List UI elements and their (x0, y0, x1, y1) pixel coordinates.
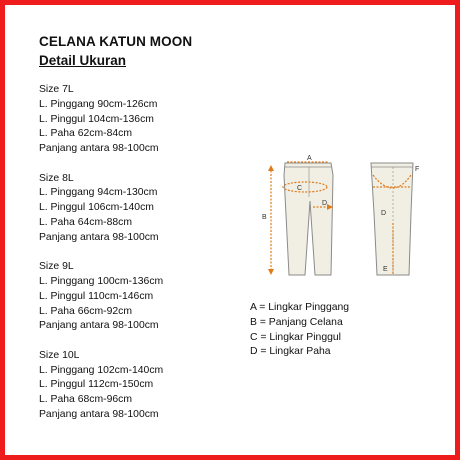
thigh-measure: L. Paha 66cm-92cm (39, 305, 132, 317)
hip-measure: L. Pinggul 106cm-140cm (39, 202, 154, 214)
size-block-10l (39, 349, 163, 423)
waist-measure: L. Pinggang 102cm-140cm (39, 364, 164, 376)
size-name: Size 7L (39, 84, 74, 95)
size-name: Size 10L (39, 349, 80, 361)
product-title: CELANA KATUN MOON (39, 34, 193, 49)
length-measure: Panjang antara 98-100cm (39, 143, 159, 155)
size-name: Size 8L (39, 172, 74, 184)
thigh-measure: L. Paha 62cm-84cm (39, 128, 132, 140)
size-list (39, 83, 163, 437)
size-block-8l (39, 172, 163, 246)
waist-measure: L. Pinggang 94cm-130cm (39, 187, 158, 199)
hip-measure: L. Pinggul 104cm-136cm (39, 113, 154, 125)
pants-measurement-diagram (257, 153, 437, 287)
hip-measure: L. Pinggul 110cm-146cm (39, 290, 154, 302)
legend-thigh: D = Lingkar Paha (250, 346, 331, 358)
thigh-measure: L. Paha 64cm-88cm (39, 216, 132, 228)
size-name: Size 9L (39, 261, 74, 273)
size-detail-heading: Detail Ukuran (39, 53, 127, 68)
label-c: C (297, 185, 303, 192)
thigh-measure: L. Paha 68cm-96cm (39, 394, 132, 406)
label-f: F (415, 166, 420, 173)
length-measure: Panjang antara 98-100cm (39, 408, 159, 420)
label-d: D (322, 200, 328, 207)
legend-hip: C = Lingkar Pinggul (250, 331, 341, 343)
label-b: B (262, 214, 267, 221)
hip-measure: L. Pinggul 112cm-150cm (39, 379, 154, 391)
pants-side-illustration (371, 163, 413, 275)
size-block-9l (39, 260, 163, 334)
label-e: E (383, 266, 388, 273)
waist-measure: L. Pinggang 90cm-126cm (39, 98, 158, 110)
label-d-side: D (381, 210, 387, 217)
label-a: A (307, 155, 312, 162)
size-block-7l (39, 83, 163, 157)
waist-measure: L. Pinggang 100cm-136cm (39, 275, 164, 287)
legend-length: B = Panjang Celana (250, 316, 343, 328)
length-measure: Panjang antara 98-100cm (39, 320, 159, 332)
diagram-legend (250, 301, 349, 360)
legend-waist: A = Lingkar Pinggang (250, 302, 350, 313)
pants-front-illustration (284, 163, 333, 275)
length-measure: Panjang antara 98-100cm (39, 231, 159, 243)
